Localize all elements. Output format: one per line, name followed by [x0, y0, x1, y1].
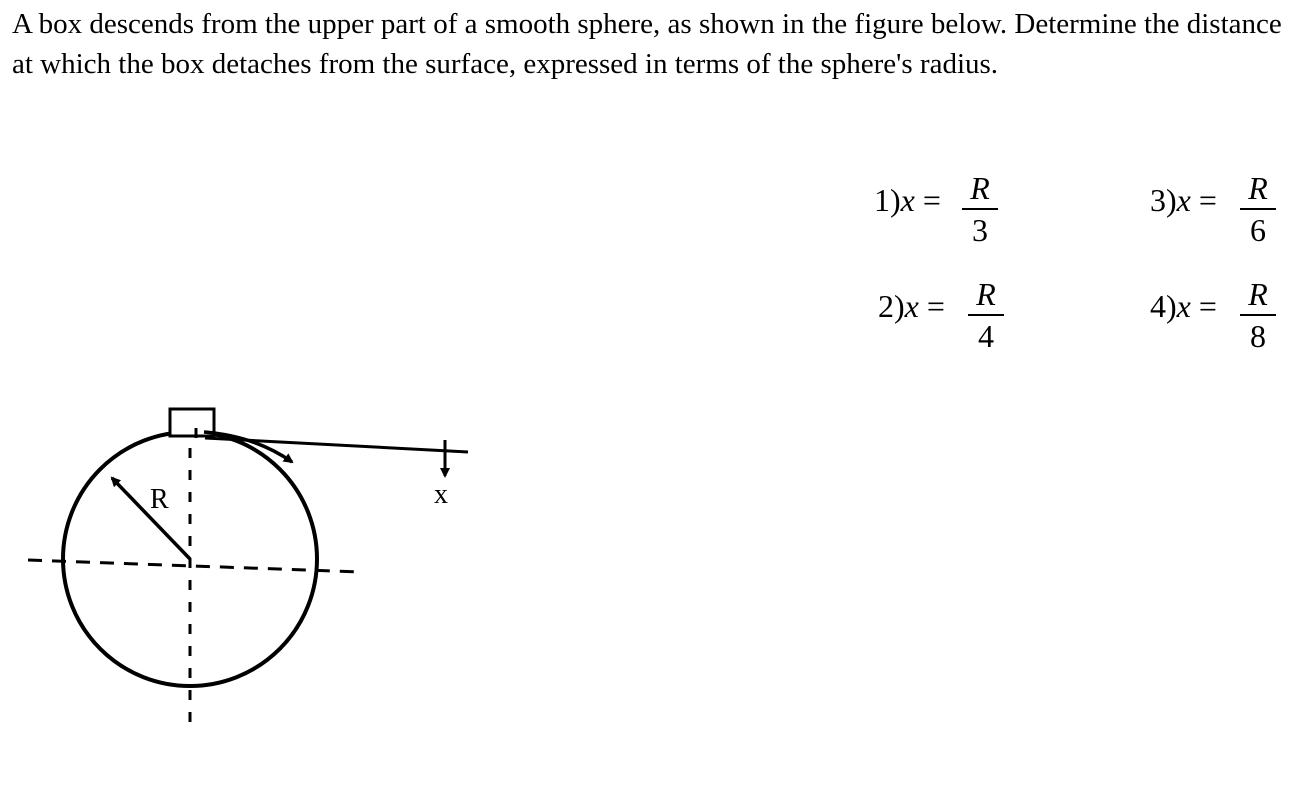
- option-4-equals: =: [1190, 288, 1217, 324]
- option-4-denominator: 8: [1250, 318, 1266, 354]
- radius-label: R: [150, 484, 169, 515]
- option-2-equals: =: [918, 288, 945, 324]
- option-1-denominator: 3: [972, 212, 988, 248]
- distance-label: x: [434, 479, 448, 510]
- option-1-equals: =: [914, 182, 941, 218]
- option-4-variable: x: [1176, 288, 1191, 324]
- option-4-numerator: R: [1248, 276, 1268, 312]
- option-1-number: 1): [874, 182, 901, 218]
- option-1-variable: x: [900, 182, 915, 218]
- option-1-numerator: R: [970, 170, 990, 206]
- option-2-numerator: R: [976, 276, 996, 312]
- option-2-variable: x: [904, 288, 919, 324]
- option-4-number: 4): [1150, 288, 1177, 324]
- option-3-denominator: 6: [1250, 212, 1266, 248]
- option-3-equals: =: [1190, 182, 1217, 218]
- horizontal-axis-dashed: [28, 560, 360, 572]
- question-text: A box descends from the upper part of a smooth sphere, as shown in the figure below. Determine the distance at which the box detaches from the surface, expressed in terms of the sphere's radius.: [12, 8, 1282, 80]
- option-2-denominator: 4: [978, 318, 994, 354]
- option-3-variable: x: [1176, 182, 1191, 218]
- option-3-numerator: R: [1248, 170, 1268, 206]
- option-2-number: 2): [878, 288, 905, 324]
- option-3-number: 3): [1150, 182, 1177, 218]
